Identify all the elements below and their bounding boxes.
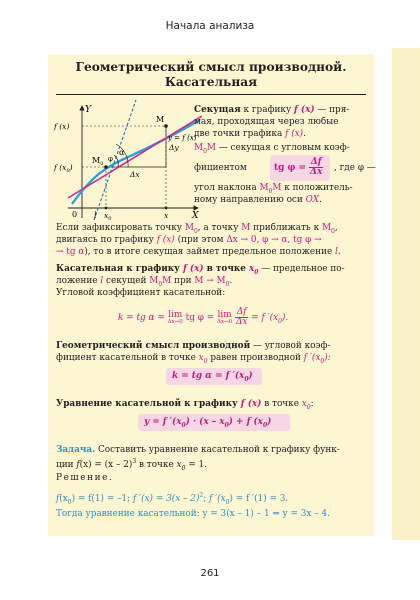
delta-x-label: Δx	[130, 170, 140, 179]
secant-line-1: Секущая к графику f (x) — пря-	[194, 105, 350, 115]
secant-line-3: две точки графика f (x).	[194, 129, 306, 139]
secant-line-7: ному направлению оси OX.	[194, 195, 322, 205]
origin-label: 0	[72, 210, 78, 219]
tangent-def-line-3: Угловой коэффициент касательной:	[56, 288, 226, 298]
M-label: M	[156, 115, 165, 124]
tangent-def-line-2: ложение l секущей $M_0M$ при $M \to M_0$.	[56, 276, 233, 288]
tick-x	[165, 207, 168, 210]
margin-strip	[392, 48, 420, 540]
geom-line-1: Геометрический смысл производной — угловой коэф-	[56, 341, 331, 351]
para1-line-2: двигаясь по графику f (x) (при этом Δx → 0, φ → α, tg φ →	[56, 235, 322, 245]
solution-line-2: Тогда уравнение касательной: y = 3(x – 1) – 1 ⇔ y = 3x – 4.	[56, 509, 330, 519]
section-title	[48, 60, 374, 90]
y-axis-label: Y	[85, 105, 91, 115]
slope-formula: k = tg α = lim Δx→0 tg φ = lim Δx→0 $\frac{\Delta f}{\Delta x}$ = f $'(x_0)$.	[118, 307, 289, 327]
fx-label: f (x)	[54, 122, 70, 131]
fx0-label: f $(x_0)$	[54, 163, 73, 174]
solution-label: Решение.	[56, 473, 114, 483]
solution-line-1: $f(x_0) = f(1) = -1$; f ′(x) = 3(x – 2)$^2$; f $'(x_0) = f$ ′(1) = 3.	[56, 492, 289, 506]
x-axis-label: X	[192, 211, 199, 220]
equation-boxed-formula: y = f $'(x_0) \cdot (x - x_0) + f$ $(x_0)$	[144, 417, 272, 429]
tangent-label: l	[94, 211, 97, 220]
secant-line-5-end: , где φ —	[334, 163, 376, 173]
alpha-label: α	[119, 148, 125, 157]
geom-boxed-formula: k = tg α = f $'(x_0)$	[172, 371, 253, 383]
tick-x0	[105, 207, 108, 210]
secant-line-4: $M_0M$ — секущая с угловым коэф-	[194, 143, 350, 155]
delta-y-label: Δy	[169, 143, 179, 152]
title-line-2: Касательная	[164, 75, 258, 89]
curve-label: y = f (x)	[168, 134, 197, 142]
point-M	[164, 124, 168, 128]
title-rule	[56, 94, 366, 95]
secant-formula: tg φ = $\frac{\Delta f}{\Delta x}$	[274, 157, 323, 177]
para1-line-1: Если зафиксировать точку $M_0$, а точку M приближать к $M_0$,	[56, 223, 338, 235]
task-line-2: ции f(x) = (x – 2)$^3$ в точке $x_0 = 1$.	[56, 458, 207, 472]
secant-line-5-start: фициентом	[194, 163, 247, 173]
tangent-def-line-1: Касательная к графику f (x) в точке $x_0$ — предельное по-	[56, 264, 345, 276]
x0-label: $x_0$	[104, 211, 112, 220]
para1-line-3: → tg α), то в итоге секущая займет предельное положение l.	[56, 247, 341, 257]
title-line-1: Геометрический смысл производной.	[75, 60, 347, 74]
point-M0	[104, 165, 108, 169]
x-tick-label: x	[164, 211, 169, 220]
tangent-graph	[52, 100, 202, 220]
secant-line	[68, 116, 202, 198]
equation-line-1: Уравнение касательной к графику f (x) в точке $x_0$:	[56, 399, 314, 411]
phi-label: φ	[108, 155, 113, 163]
page-number: 261	[200, 568, 220, 579]
secant-line-6: угол наклона $M_0M$ к положитель-	[194, 183, 353, 195]
geom-line-2: фициент касательной в точке $x_0$ равен производной f $'(x_0)$:	[56, 353, 331, 365]
M0-label: $M_0$	[92, 156, 104, 167]
content-panel	[48, 54, 374, 536]
task-line-1: Задача. Составить уравнение касательной к графику функ-	[56, 445, 340, 455]
secant-line-2: мая, проходящая через любые	[194, 117, 339, 127]
running-head: Начала анализа	[165, 20, 255, 32]
